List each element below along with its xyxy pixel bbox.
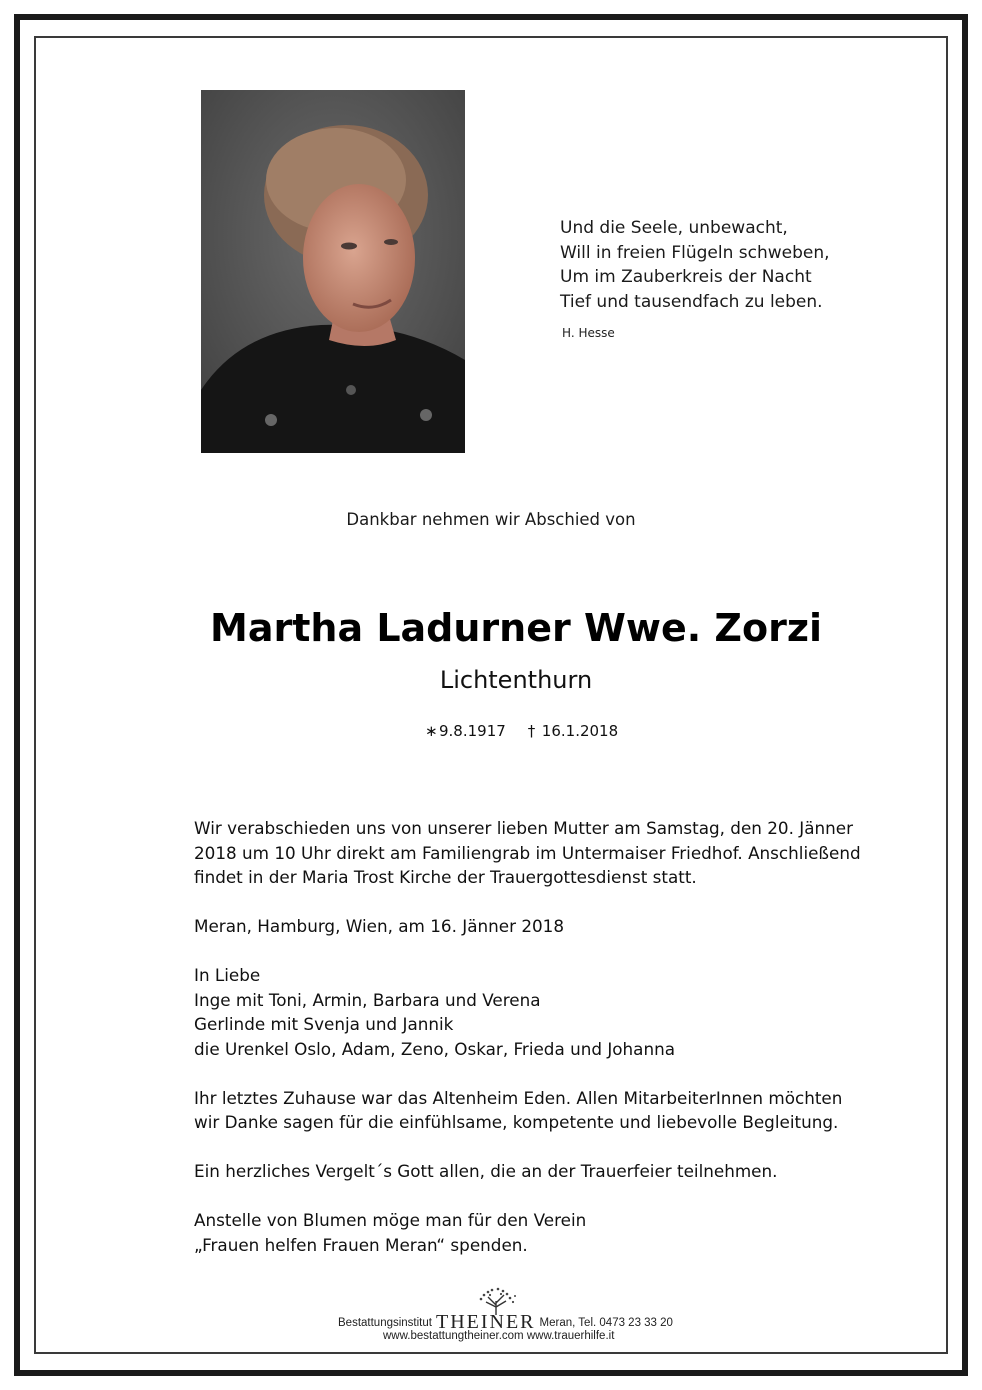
- donation-paragraph: [194, 1208, 854, 1257]
- poem-line: Tief und tausendfach zu leben.: [560, 291, 823, 312]
- poem-author: H. Hesse: [562, 326, 615, 340]
- text-line: 2018 um 10 Uhr direkt am Familiengrab im Untermaiser Friedhof. Anschließend: [194, 842, 861, 863]
- portrait-photo: [201, 90, 465, 453]
- death-date: 16.1.2018: [541, 722, 619, 740]
- announcement-paragraph: [194, 816, 861, 890]
- text-line: wir Danke sagen für die einfühlsame, kompetente und liebevolle Begleitung.: [194, 1112, 839, 1132]
- footer-websites: www.bestattungtheiner.com www.trauerhilfe.it: [383, 1330, 615, 1342]
- text-line: „Frauen helfen Frauen Meran“ spenden.: [194, 1234, 528, 1255]
- text-line: Wir verabschieden uns von unserer lieben Mutter am Samstag, den 20. Jänner: [194, 818, 853, 838]
- text-line: findet in der Maria Trost Kirche der Trauergottesdienst statt.: [194, 867, 697, 887]
- text-line: Meran, Hamburg, Wien, am 16. Jänner 2018: [194, 916, 565, 936]
- text-line: Ihr letztes Zuhause war das Altenheim Eden. Allen MitarbeiterInnen möchten: [194, 1087, 843, 1108]
- text-line: Ein herzliches Vergelt´s Gott allen, die an der Trauerfeier teilnehmen.: [194, 1161, 778, 1181]
- life-dates: [425, 722, 618, 740]
- text-line: Anstelle von Blumen möge man für den Verein: [194, 1210, 587, 1230]
- company-logo: THEINER: [435, 1311, 536, 1333]
- thanks-all-paragraph: [194, 1159, 854, 1184]
- family-paragraph: [194, 963, 854, 1061]
- text-line: In Liebe: [194, 965, 261, 985]
- place-date-paragraph: [194, 914, 854, 939]
- text-line: Inge mit Toni, Armin, Barbara und Verena: [194, 989, 541, 1010]
- deceased-place: Lichtenthurn: [439, 666, 593, 694]
- deceased-name: Martha Ladurner Wwe. Zorzi: [210, 606, 822, 650]
- institute-label: Bestattungsinstitut: [338, 1317, 432, 1329]
- thanks-care-paragraph: [194, 1086, 854, 1135]
- intro-text: Dankbar nehmen wir Abschied von: [346, 510, 636, 529]
- obituary-body: [194, 816, 861, 1282]
- text-line: die Urenkel Oslo, Adam, Zeno, Oskar, Frieda und Johanna: [194, 1038, 676, 1059]
- poem-line: Um im Zauberkreis der Nacht: [560, 267, 812, 287]
- poem: [560, 216, 880, 314]
- text-line: Gerlinde mit Svenja und Jannik: [194, 1014, 454, 1034]
- death-cross-icon: †: [527, 722, 536, 740]
- poem-line: Und die Seele, unbewacht,: [560, 218, 788, 238]
- birth-star-icon: ∗: [425, 722, 438, 740]
- poem-line: Will in freien Flügeln schweben,: [560, 242, 830, 263]
- birth-date: 9.8.1917: [439, 722, 506, 740]
- contact-phone: Meran, Tel. 0473 23 33 20: [539, 1317, 673, 1329]
